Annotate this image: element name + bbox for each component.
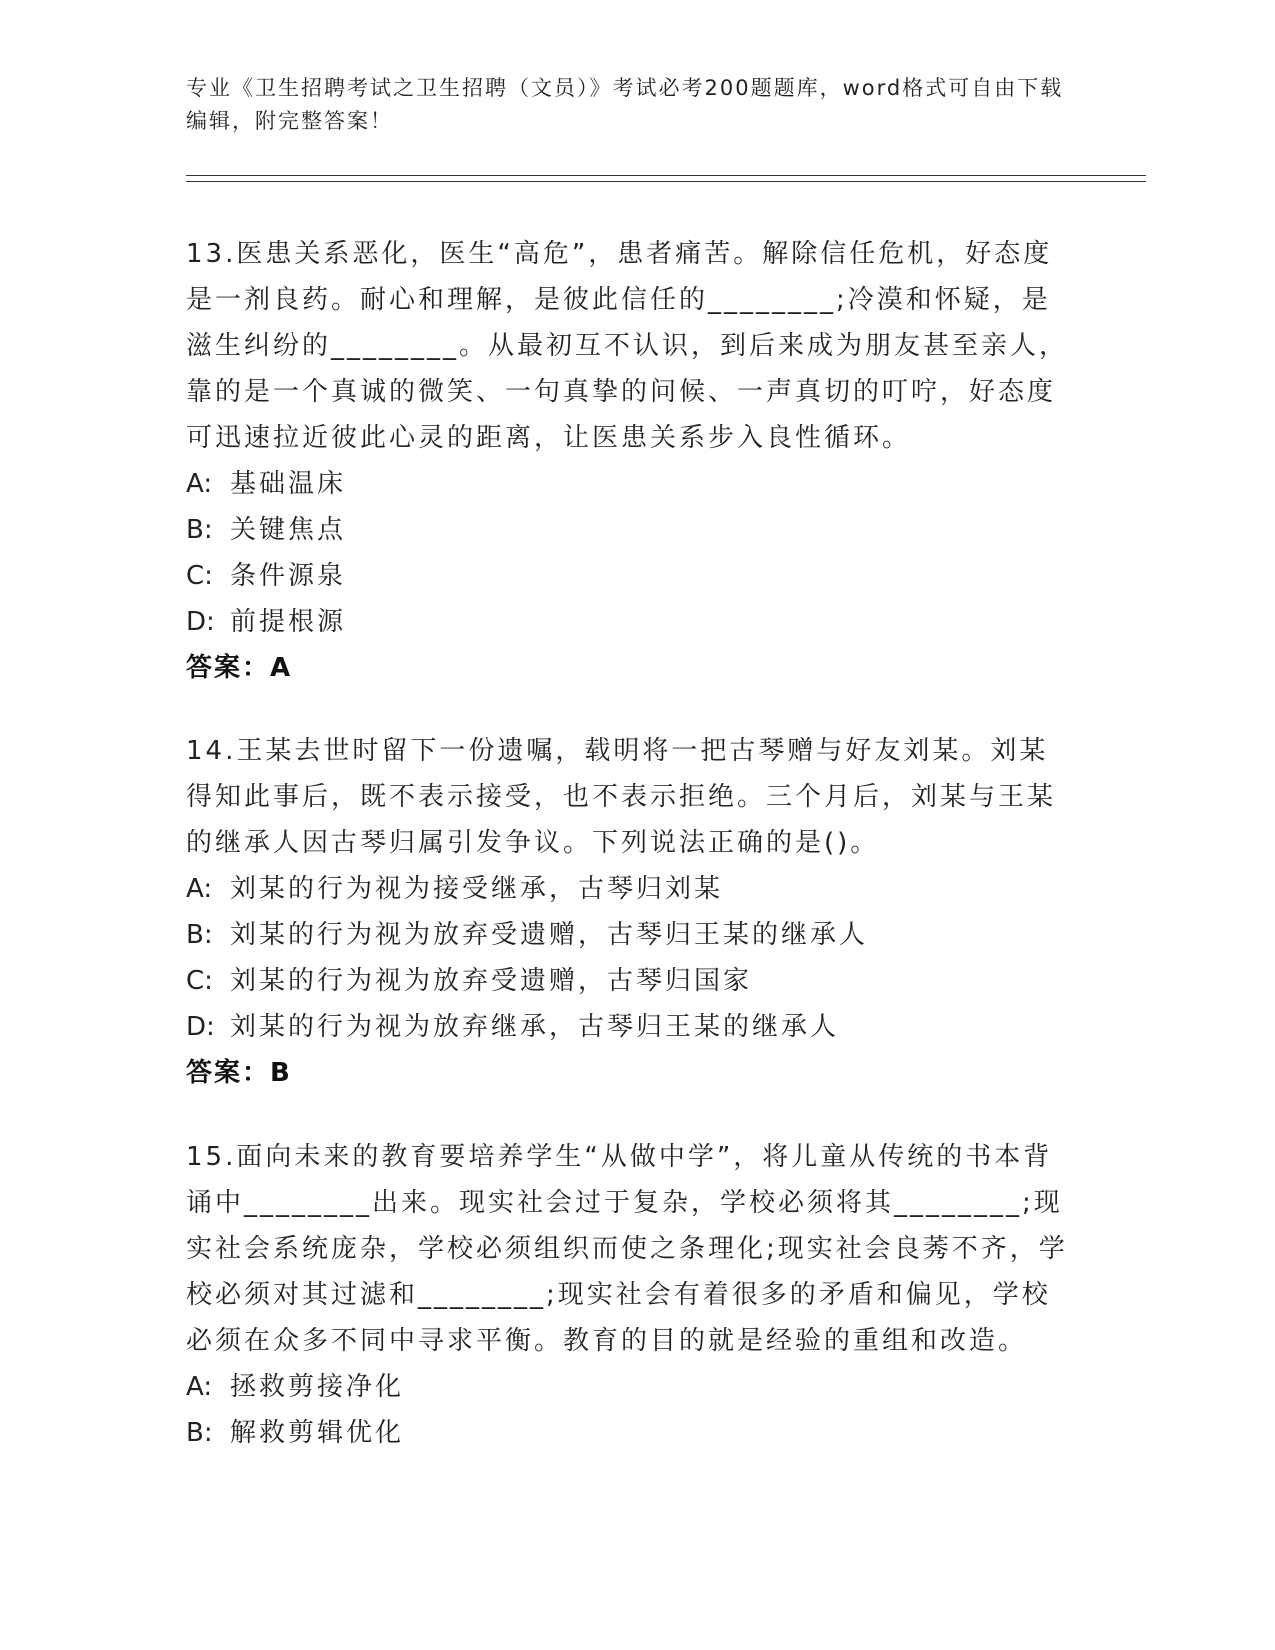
option-letter: A: <box>186 1372 213 1402</box>
header-divider-bottom <box>186 181 1146 182</box>
option-a <box>186 1364 1076 1410</box>
question-text: 14.王某去世时留下一份遗嘱，载明将一把古琴赠与好友刘某。刘某得知此事后，既不表示接受，也不表示拒绝。三个月后，刘某与王某的继承人因古琴归属引发争议。下列说法正确的是()。 <box>186 736 1057 858</box>
option-text: 解救剪辑优化 <box>230 1418 405 1448</box>
option-b <box>186 1410 1076 1456</box>
option-text: 关键焦点 <box>230 515 347 545</box>
option-letter: B: <box>186 515 213 545</box>
option-text: 刘某的行为视为接受继承，古琴归刘某 <box>230 874 724 904</box>
question-text: 13.医患关系恶化，医生“高危”，患者痛苦。解除信任危机，好态度是一剂良药。耐心和理解，是彼此信任的________;冷漠和怀疑，是滋生纠纷的________。从最初互不认识，到后来成为朋友甚至亲人，靠的是一个真诚的微笑、一句真挚的问候、一声真切的叮咛，好态度可迅速拉近彼此心灵的距离，让医患关系步入良性循环。 <box>186 239 1069 453</box>
question-15 <box>186 1134 1076 1456</box>
option-b <box>186 507 1076 553</box>
question-14 <box>186 728 1076 1096</box>
option-text: 刘某的行为视为放弃受遗赠，古琴归国家 <box>230 966 753 996</box>
option-letter: D: <box>186 607 215 637</box>
option-text: 条件源泉 <box>230 561 347 591</box>
option-text: 基础温床 <box>230 469 347 499</box>
option-c <box>186 958 1076 1004</box>
option-text: 拯救剪接净化 <box>230 1372 405 1402</box>
option-a <box>186 866 1076 912</box>
answer-label: 答案：B <box>186 1058 292 1088</box>
option-text: 刘某的行为视为放弃受遗赠，古琴归王某的继承人 <box>230 920 869 950</box>
option-text: 前提根源 <box>230 607 347 637</box>
answer-label: 答案：A <box>186 653 293 683</box>
option-b <box>186 912 1076 958</box>
option-c <box>186 553 1076 599</box>
option-text: 刘某的行为视为放弃继承，古琴归王某的继承人 <box>230 1012 840 1042</box>
question-text: 15.面向未来的教育要培养学生“从做中学”，将儿童从传统的书本背诵中________出来。现实社会过于复杂，学校必须将其________;现实社会系统庞杂，学校必须组织而使之条理化;现实社会良莠不齐，学校必须对其过滤和________;现实社会有着很多的矛盾和偏见，学校必须在众多不同中寻求平衡。教育的目的就是经验的重组和改造。 <box>186 1142 1068 1356</box>
header-divider-top <box>186 175 1146 176</box>
question-13 <box>186 231 1076 691</box>
option-letter: C: <box>186 966 213 996</box>
option-letter: B: <box>186 1418 213 1448</box>
option-letter: D: <box>186 1012 215 1042</box>
option-letter: B: <box>186 920 213 950</box>
option-a <box>186 461 1076 507</box>
option-letter: A: <box>186 469 213 499</box>
document-header: 专业《卫生招聘考试之卫生招聘（文员）》考试必考200题题库，word格式可自由下载编辑，附完整答案！ <box>186 76 1064 133</box>
option-d <box>186 599 1076 645</box>
option-letter: A: <box>186 874 213 904</box>
option-d <box>186 1004 1076 1050</box>
option-letter: C: <box>186 561 213 591</box>
